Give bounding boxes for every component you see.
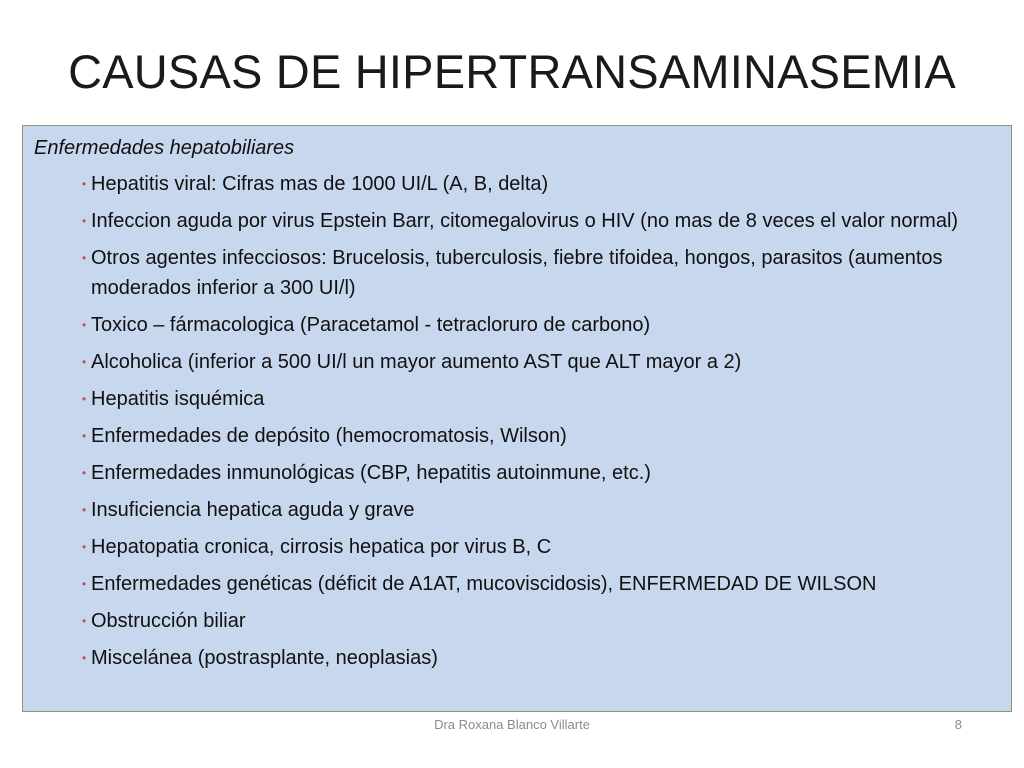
- list-item: [82, 532, 999, 562]
- list-item-text: Enfermedades inmunológicas (CBP, hepatitis autoinmune, etc.): [91, 462, 651, 484]
- bullet-icon: •: [82, 355, 87, 369]
- list-item-text: Alcoholica (inferior a 500 UI/l un mayor aumento AST que ALT mayor a 2): [91, 351, 742, 373]
- list-item-text: Hepatopatia cronica, cirrosis hepatica por virus B, C: [91, 536, 552, 558]
- bullet-icon: •: [82, 540, 87, 554]
- bullet-icon: •: [82, 392, 87, 406]
- list-item: [82, 421, 999, 451]
- list-item: [82, 495, 999, 525]
- bullet-icon: •: [82, 318, 87, 332]
- bullet-icon: •: [82, 466, 87, 480]
- list-item: [82, 643, 999, 673]
- list-item: [82, 243, 999, 303]
- cause-list: [34, 169, 999, 673]
- section-heading: Enfermedades hepatobiliares: [34, 137, 295, 159]
- bullet-icon: •: [82, 429, 87, 443]
- list-item: [82, 458, 999, 488]
- list-item: [82, 310, 999, 340]
- bullet-icon: •: [82, 614, 87, 628]
- list-item: [82, 206, 999, 236]
- list-item-text: Obstrucción biliar: [91, 610, 246, 632]
- list-item-text: Enfermedades genéticas (déficit de A1AT, mucoviscidosis), ENFERMEDAD DE WILSON: [91, 573, 877, 595]
- bullet-icon: •: [82, 503, 87, 517]
- page-number: 8: [954, 717, 962, 732]
- bullet-icon: •: [82, 577, 87, 591]
- list-item: [82, 384, 999, 414]
- list-item-text: Toxico – fármacologica (Paracetamol - tetracloruro de carbono): [91, 314, 651, 336]
- list-item-text: Insuficiencia hepatica aguda y grave: [91, 499, 415, 521]
- list-item-text: Enfermedades de depósito (hemocromatosis, Wilson): [91, 425, 567, 447]
- bullet-icon: •: [82, 214, 87, 228]
- list-item-text: Hepatitis isquémica: [91, 388, 265, 410]
- bullet-icon: •: [82, 251, 87, 265]
- slide-title: CAUSAS DE HIPERTRANSAMINASEMIA: [68, 45, 956, 98]
- list-item: [82, 169, 999, 199]
- list-item-text: Otros agentes infecciosos: Brucelosis, tuberculosis, fiebre tifoidea, hongos, parasitos (aumentos moderados inferior a 300 UI/l): [91, 247, 943, 299]
- list-item-text: Miscelánea (postrasplante, neoplasias): [91, 647, 438, 669]
- list-item: [82, 606, 999, 636]
- list-item: [82, 569, 999, 599]
- footer-author: Dra Roxana Blanco Villarte: [434, 717, 590, 732]
- bullet-icon: •: [82, 651, 87, 665]
- list-item: [82, 347, 999, 377]
- bullet-icon: •: [82, 177, 87, 191]
- content-box: [22, 125, 1012, 712]
- list-item-text: Infeccion aguda por virus Epstein Barr, citomegalovirus o HIV (no mas de 8 veces el valor normal): [91, 210, 959, 232]
- list-item-text: Hepatitis viral: Cifras mas de 1000 UI/L (A, B, delta): [91, 173, 549, 195]
